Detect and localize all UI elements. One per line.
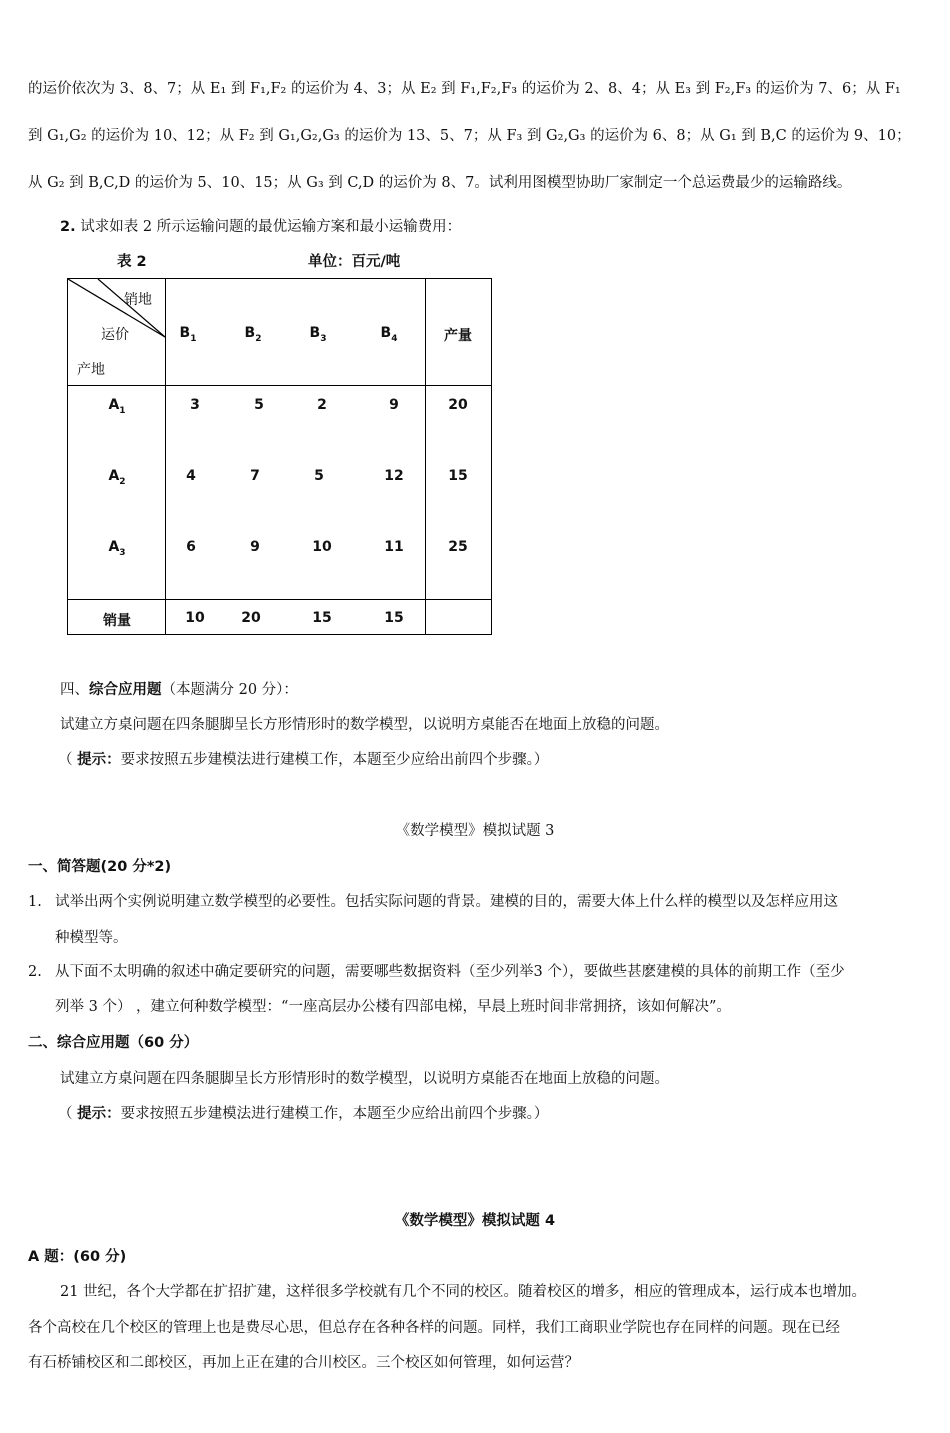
intro-line-2: 到 G₁,G₂ 的运价为 10、12；从 F₂ 到 G₁,G₂,G₃ 的运价为 13、5、7；从 F₃ 到 G₂,G₃ 的运价为 6、8；从 G₁ 到 B,C 的运价为 9、10； <box>28 128 911 144</box>
row-label-demand: 销量 <box>103 613 131 629</box>
section-4-hint: （ 提示：要求按照五步建模法进行建模工作，本题至少应给出前四个步骤。） <box>58 752 549 768</box>
table-divider-v2 <box>425 279 426 634</box>
table-cell: 9 <box>250 539 260 555</box>
table-cell-demand: 20 <box>241 610 261 626</box>
exam-3-part-2: 二、综合应用题（60 分） <box>28 1035 199 1051</box>
exam-4-title: 《数学模型》模拟试题 4 <box>394 1213 556 1229</box>
row-label-a3: $A_3$ <box>108 539 126 558</box>
row-label-a2: $A_2$ <box>108 468 126 487</box>
table-cell: 3 <box>190 397 200 413</box>
section-4-heading: 四、综合应用题（本题满分 20 分）： <box>60 682 298 698</box>
exam-3-q1-number: 1. <box>28 894 42 910</box>
exam-4-paragraph-3: 有石桥铺校区和二郎校区，再加上正在建的合川校区。三个校区如何管理，如何运营？ <box>28 1355 579 1371</box>
exam-3-q1-line-2: 种模型等。 <box>55 930 128 946</box>
table-cell-supply: 25 <box>448 539 468 555</box>
col-header-b4: $B_4$ <box>380 325 398 344</box>
corner-label-destination: 销地 <box>124 292 152 308</box>
col-header-b2: $B_2$ <box>244 325 262 344</box>
col-header-b3: $B_3$ <box>309 325 327 344</box>
exam-4-part-a: A 题：(60 分) <box>28 1249 127 1265</box>
exam-3-body: 试建立方桌问题在四条腿脚呈长方形情形时的数学模型，以说明方桌能否在地面上放稳的问题。 <box>60 1071 669 1087</box>
table-cell: 2 <box>317 397 327 413</box>
exam-4-paragraph-2: 各个高校在几个校区的管理上也是费尽心思，但总存在各种各样的问题。同样，我们工商职业学院也存在同样的问题。现在已经 <box>28 1320 840 1336</box>
question-2 <box>60 217 461 237</box>
table-cell: 10 <box>312 539 332 555</box>
col-header-supply: 产量 <box>444 328 472 344</box>
exam-3-q2-line-1: 从下面不太明确的叙述中确定要研究的问题，需要哪些数据资料（至少列举3 个），要做些甚麽建模的具体的前期工作（至少 <box>55 964 845 980</box>
table-cell: 5 <box>254 397 264 413</box>
question-2-text: 试求如表 2 所示运输问题的最优运输方案和最小运输费用： <box>80 219 462 235</box>
exam-3-title: 《数学模型》模拟试题 3 <box>395 823 555 839</box>
exam-3-q2-number: 2. <box>28 964 42 980</box>
table-cell-demand: 10 <box>185 610 205 626</box>
table-cell: 5 <box>314 468 324 484</box>
col-header-b1: $B_1$ <box>179 325 197 344</box>
table-divider-h2 <box>68 599 491 600</box>
exam-3-q1-line-1: 试举出两个实例说明建立数学模型的必要性。包括实际问题的背景。建模的目的，需要大体上什么样的模型以及怎样应用这 <box>55 894 838 910</box>
intro-line-1: 的运价依次为 3、8、7；从 E₁ 到 F₁,F₂ 的运价为 4、3；从 E₂ 到 F₁,F₂,F₃ 的运价为 2、8、4；从 E₃ 到 F₂,F₃ 的运价为 7、6；从 F₁ <box>28 81 901 97</box>
table-cell-supply: 20 <box>448 397 468 413</box>
corner-label-origin: 产地 <box>77 362 105 378</box>
exam-3-part-1: 一、简答题(20 分*2) <box>28 859 172 875</box>
exam-3-hint: （ 提示：要求按照五步建模法进行建模工作，本题至少应给出前四个步骤。） <box>58 1106 549 1122</box>
table-cell: 12 <box>384 468 404 484</box>
table-cell-demand: 15 <box>312 610 332 626</box>
section-4-body: 试建立方桌问题在四条腿脚呈长方形情形时的数学模型，以说明方桌能否在地面上放稳的问题。 <box>60 717 669 733</box>
table-cell-demand: 15 <box>384 610 404 626</box>
question-2-number: 2. <box>60 219 76 235</box>
exam-4-paragraph-1: 21 世纪，各个大学都在扩招扩建，这样很多学校就有几个不同的校区。随着校区的增多，相应的管理成本，运行成本也增加。 <box>60 1284 867 1300</box>
table-cell: 4 <box>186 468 196 484</box>
intro-line-3: 从 G₂ 到 B,C,D 的运价为 5、10、15；从 G₃ 到 C,D 的运价为 8、7。试利用图模型协助厂家制定一个总运费最少的运输路线。 <box>28 175 852 191</box>
table-cell-supply: 15 <box>448 468 468 484</box>
transport-table <box>67 278 492 635</box>
table-unit: 单位：百元/吨 <box>308 254 401 270</box>
table-cell: 11 <box>384 539 404 555</box>
row-label-a1: $A_1$ <box>108 397 126 416</box>
table-cell: 9 <box>389 397 399 413</box>
exam-3-q2-line-2: 列举 3 个） ，建立何种数学模型：“一座高层办公楼有四部电梯，早晨上班时间非常拥挤，该如何解决”。 <box>55 999 731 1015</box>
corner-label-cost: 运价 <box>101 327 129 343</box>
table-caption: 表 2 <box>117 254 147 270</box>
table-cell: 6 <box>186 539 196 555</box>
table-cell: 7 <box>250 468 260 484</box>
